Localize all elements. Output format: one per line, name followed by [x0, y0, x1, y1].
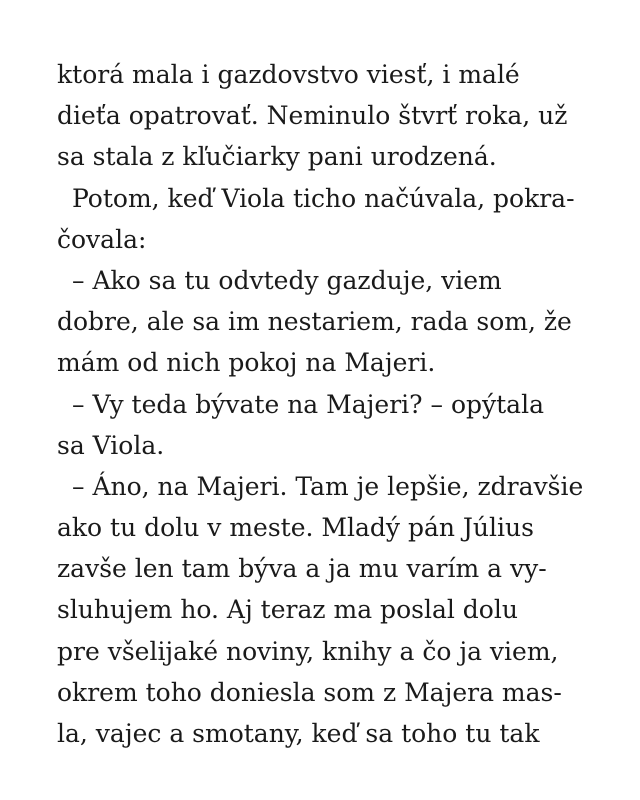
text-line: pre všelijaké noviny, knihy a čo ja viem,: [57, 636, 559, 666]
text-line: – Vy teda bývate na Majeri? – opýtala: [72, 389, 544, 419]
text-line: ktorá mala i gazdovstvo viesť, i malé: [57, 60, 520, 89]
text-line: Potom, keď Viola ticho načúvala, pokra-: [72, 183, 575, 213]
text-line: zavše len tam býva a ja mu varím a vy-: [57, 554, 547, 584]
text-line: sluhujem ho. Aj teraz ma poslal dolu: [57, 595, 518, 625]
text-line: – Áno, na Majeri. Tam je lepšie, zdravšie: [72, 471, 584, 501]
text-line: sa stala z kľučiarky pani urodzená.: [57, 142, 497, 172]
page-text: [57, 54, 617, 754]
text-line: mám od nich pokoj na Majeri.: [57, 348, 436, 378]
text-line: sa Viola.: [57, 430, 165, 460]
text-line: dobre, ale sa im nestariem, rada som, že: [57, 307, 572, 337]
text-line: ako tu dolu v meste. Mladý pán Július: [57, 513, 534, 543]
text-line: – Ako sa tu odvtedy gazduje, viem: [72, 265, 502, 295]
text-line: čovala:: [57, 224, 147, 254]
text-line: la, vajec a smotany, keď sa toho tu tak: [57, 719, 540, 748]
text-line: dieťa opatrovať. Neminulo štvrť roka, už: [57, 101, 568, 131]
text-line: okrem toho doniesla som z Majera mas-: [57, 677, 562, 707]
